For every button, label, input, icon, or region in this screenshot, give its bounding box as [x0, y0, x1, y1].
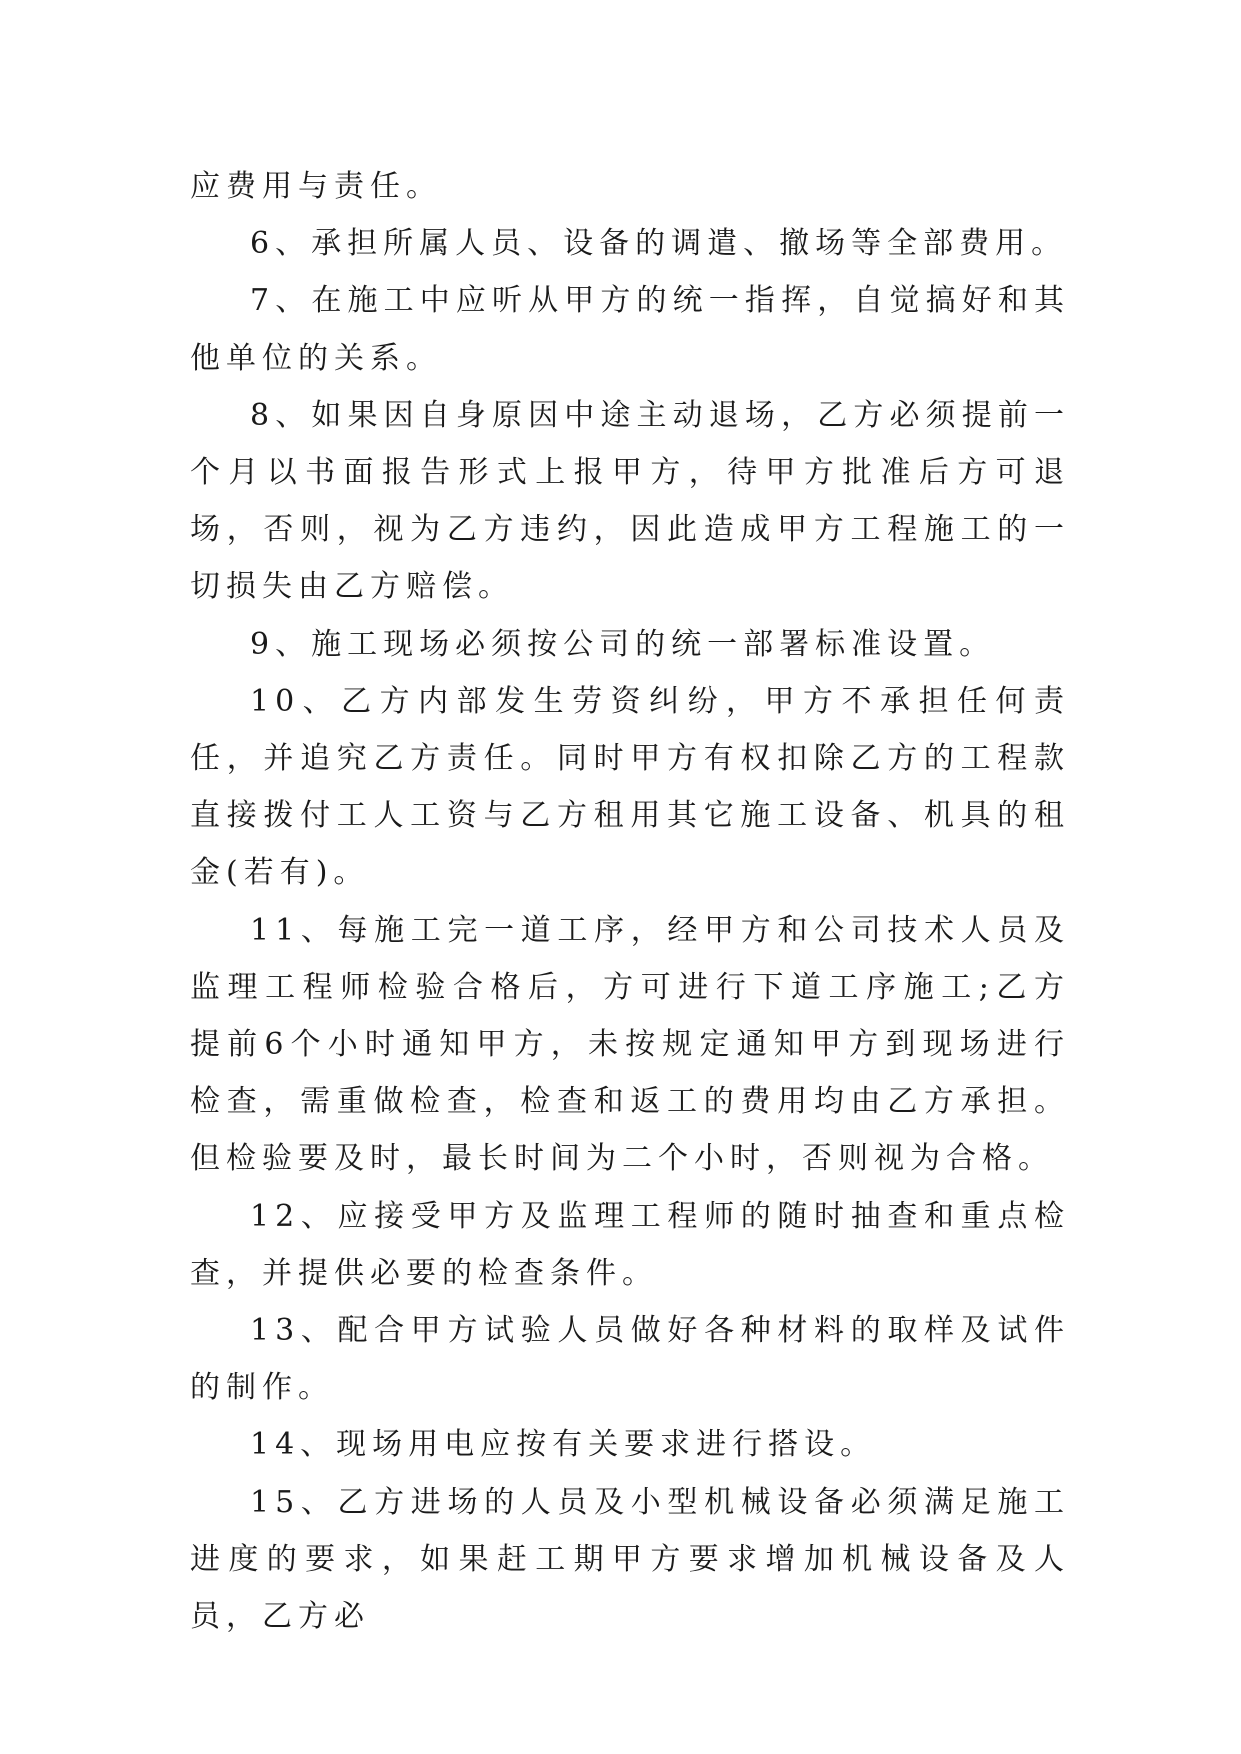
clause-11: 11、每施工完一道工序，经甲方和公司技术人员及监理工程师检验合格后，方可进行下道工序施工;乙方提前6个小时通知甲方，未按规定通知甲方到现场进行检查，需重做检查，检查和返工的费用均由乙方承担。但检验要及时，最长时间为二个小时，否则视为合格。: [190, 912, 1070, 1177]
clause-12: 12、应接受甲方及监理工程师的随时抽查和重点检查，并提供必要的检查条件。: [190, 1198, 1070, 1291]
clause-14: 14、现场用电应按有关要求进行搭设。: [250, 1427, 877, 1463]
clause-15: 15、乙方进场的人员及小型机械设备必须满足施工进度的要求，如果赶工期甲方要求增加机械设备及人员，乙方必: [190, 1484, 1070, 1635]
clause-7: 7、在施工中应听从甲方的统一指挥，自觉搞好和其他单位的关系。: [190, 283, 1070, 376]
paragraph-continuation: 应费用与责任。: [190, 169, 442, 204]
clause-13: 13、配合甲方试验人员做好各种材料的取样及试件的制作。: [190, 1313, 1070, 1406]
document-body: [190, 158, 1070, 1645]
clause-10: 10、乙方内部发生劳资纠纷，甲方不承担任何责任，并追究乙方责任。同时甲方有权扣除乙方的工程款直接拨付工人工资与乙方租用其它施工设备、机具的租金(若有)。: [190, 683, 1070, 891]
clause-8: 8、如果因自身原因中途主动退场，乙方必须提前一个月以书面报告形式上报甲方，待甲方批准后方可退场，否则，视为乙方违约，因此造成甲方工程施工的一切损失由乙方赔偿。: [190, 397, 1070, 605]
clause-6: 6、承担所属人员、设备的调遣、撤场等全部费用。: [250, 226, 1068, 262]
clause-9: 9、施工现场必须按公司的统一部署标准设置。: [250, 626, 996, 662]
